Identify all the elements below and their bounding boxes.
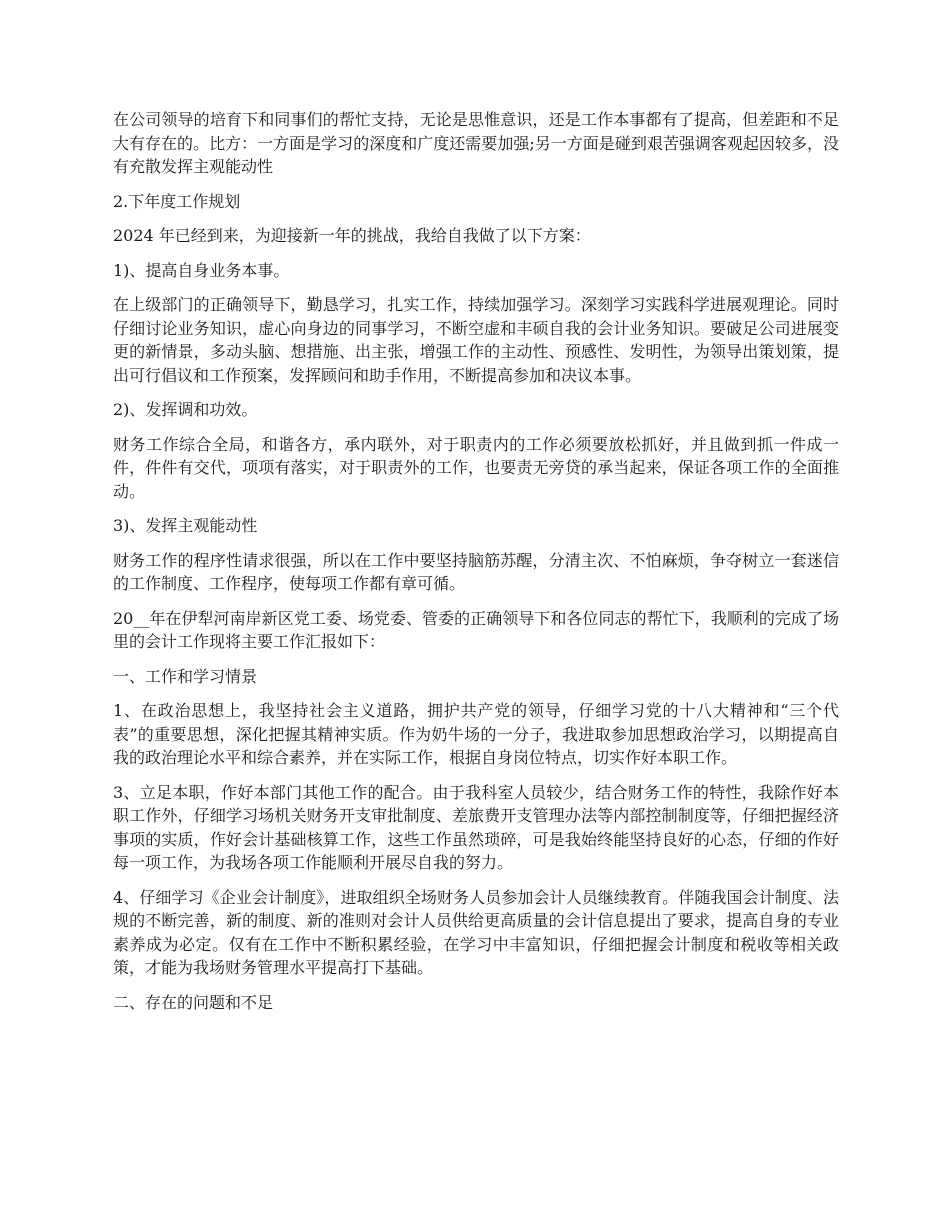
plan-item-3-heading: 3)、发挥主观能动性 [113,516,258,535]
paragraph-report-intro: 20__年在伊犁河南岸新区党工委、场党委、管委的正确领导下和各位同志的帮忙下，我顺利的完成了场里的会计工作现将主要工作汇报如下： [113,608,839,651]
section-heading-problems: 二、存在的问题和不足 [113,992,274,1012]
plan-item-2-body: 财务工作综合全局，和谐各方，承内联外，对于职责内的工作必须要放松抓好，并且做到抓一件成一件，件件有交代，项项有落实，对于职责外的工作，也要责无旁贷的承当起来，保证各项工作的全面推动。 [113,434,839,501]
plan-item-2-heading: 2)、发挥调和功效。 [113,400,258,419]
paragraph-summary: 在公司领导的培育下和同事们的帮忙支持，无论是思惟意识，还是工作本事都有了提高，但差距和不足大有存在的。比方：一方面是学习的深度和广度还需要加强;另一方面是碰到艰苦强调客观起因较多，没有充散发挥主观能动性 [113,110,839,176]
work-item-3: 3、立足本职，作好本部门其他工作的配合。由于我科室人员较少，结合财务工作的特性，我除作好本职工作外，仔细学习场机关财务开支审批制度、差旅费开支管理办法等内部控制制度等，仔细把握经济事项的实质，作好会计基础核算工作，这些工作虽然琐碎，可是我始终能坚持良好的心态，仔细的作好每一项工作，为我场各项工作能顺利开展尽自我的努力。 [113,782,839,872]
section-heading-work-study: 一、工作和学习情景 [113,666,258,686]
plan-item-1-body: 在上级部门的正确领导下，勤恳学习，扎实工作，持续加强学习。深刻学习实践科学进展观理论。同时仔细讨论业务知识，虚心向身边的同事学习，不断空虚和丰硕自我的会计业务知识。要破足公司进展变更的新情景，多动头脑、想措施、出主张，增强工作的主动性、预感性、发明性，为领导出策划策，提出可行倡议和工作预案，发挥顾问和助手作用，不断提高参加和决议本事。 [113,295,839,385]
work-item-4: 4、仔细学习《企业会计制度》，进取组织全场财务人员参加会计人员继续教育。伴随我国会计制度、法规的不断完善，新的制度、新的准则对会计人员供给更高质量的会计信息提出了要求，提高自身的专业素养成为必定。仅有在工作中不断积累经验，在学习中丰富知识，仔细把握会计制度和税收等相关政策，才能为我场财务管理水平提高打下基础。 [113,887,839,977]
plan-item-1-heading: 1)、提高自身业务本事。 [113,260,290,280]
plan-item-3-body: 财务工作的程序性请求很强，所以在工作中要坚持脑筋苏醒，分清主次、不怕麻烦，争夺树立一套迷信的工作制度、工作程序，使每项工作都有章可循。 [113,550,839,593]
paragraph-intro-plan: 2024 年已经到来，为迎接新一年的挑战，我给自我做了以下方案： [113,226,591,245]
work-item-1: 1、在政治思想上，我坚持社会主义道路，拥护共产党的领导，仔细学习党的十八大精神和“三个代表”的重要思想，深化把握其精神实质。作为奶牛场的一分子，我进取参加思想政治学习，以期提高自我的政治理论水平和综合素养，并在实际工作，根据自身岗位特点，切实作好本职工作。 [113,701,839,767]
document-body [113,108,839,1025]
section-heading-plan: 2.下年度工作规划 [113,191,241,211]
